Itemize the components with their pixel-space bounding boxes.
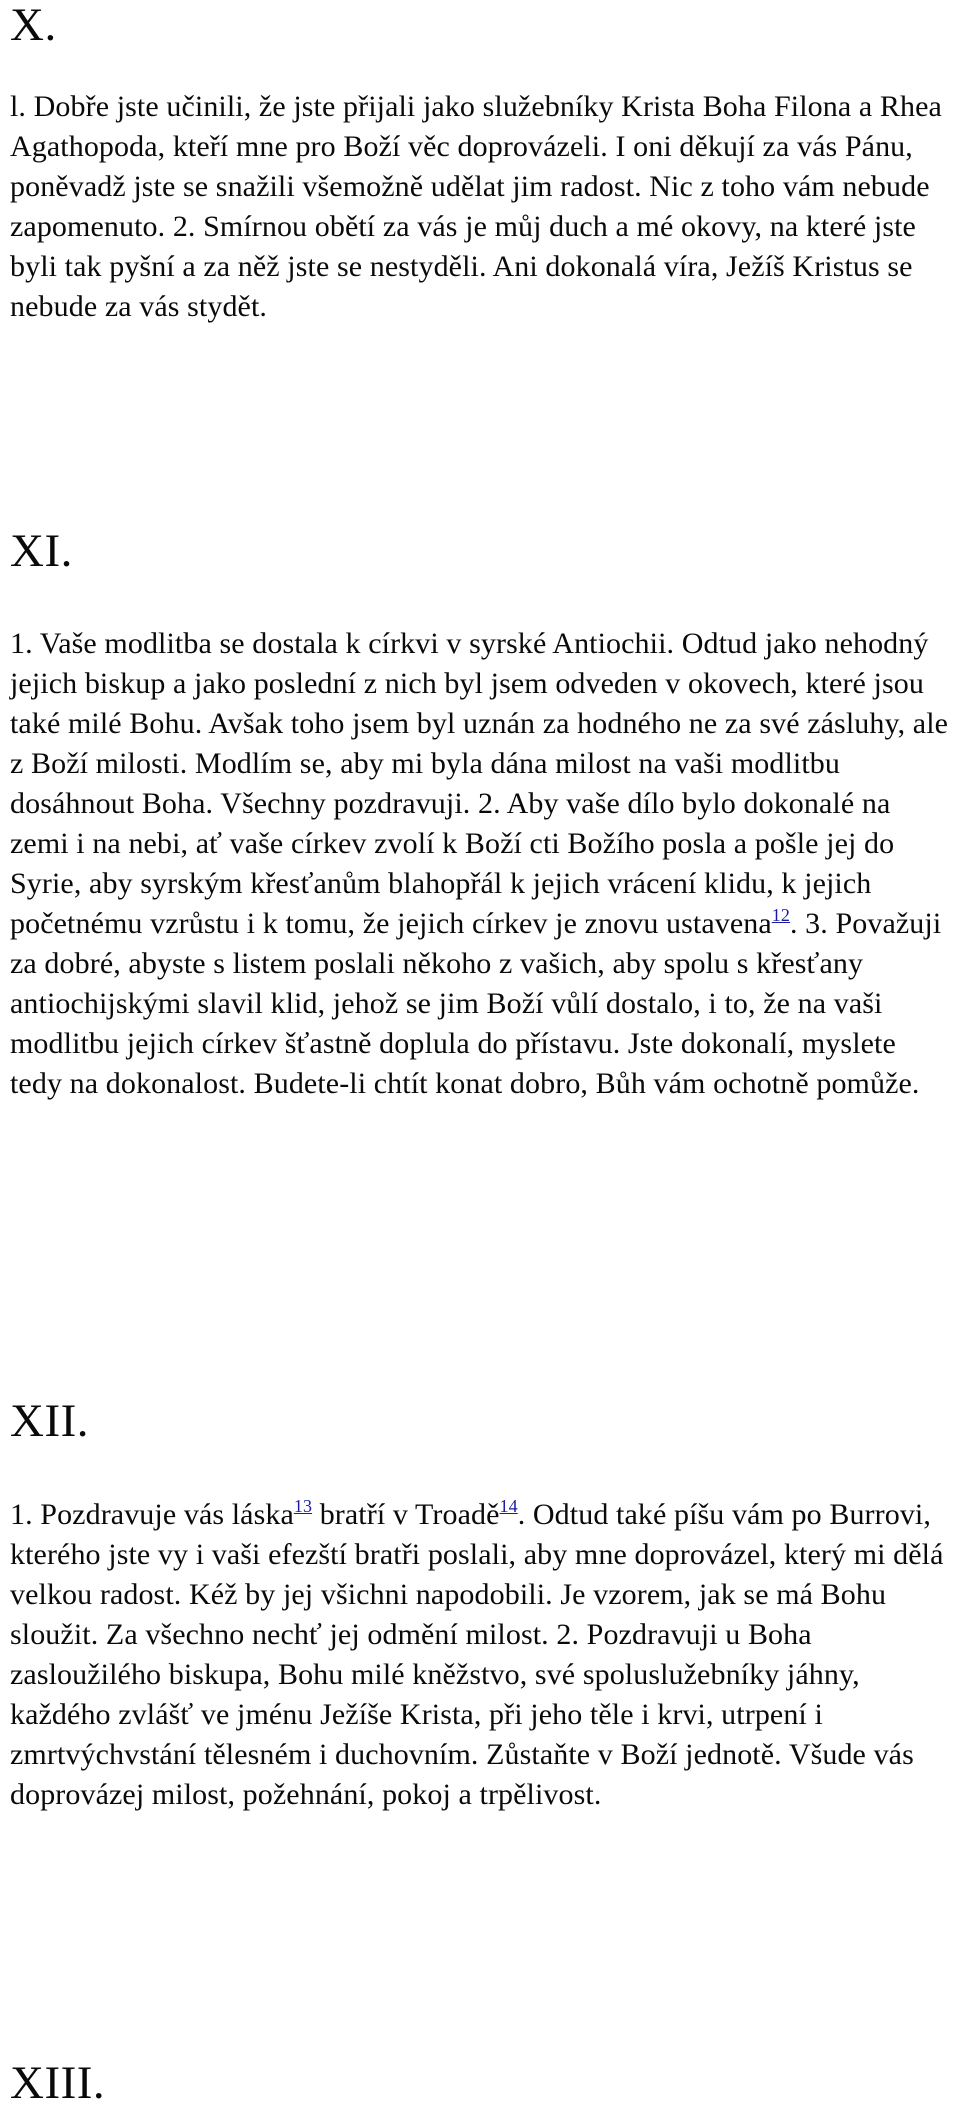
- chapter-heading-xiii: XIII.: [10, 2057, 106, 2109]
- footnote-link-12[interactable]: 12: [771, 905, 790, 925]
- chapter-heading-xii: XII.: [10, 1395, 89, 1447]
- paragraph-text: . Odtud také píšu vám po Burrovi, kterého jste vy i vaši efezští bratři poslali, aby mne doprovázel, který mi dělá velkou radost. Kéž by jej všichni napodobili. Je vzorem, jak se má Bohu sloužit. Za všechno nechť jej odmění milost. 2. Pozdravuji u Boha zasloužilého biskupa, Bohu milé kněžstvo, své spoluslužebníky jáhny, každého zvlášť ve jménu Ježíše Krista, při jeho těle i krvi, utrpení i zmrtvýchvstání tělesném i duchovním. Zůstaňte v Boží jednotě. Všude vás doprovázej milost, požehnání, pokoj a trpělivost.: [10, 1498, 944, 1811]
- chapter-heading-x: X.: [10, 0, 57, 51]
- paragraph-text: . 3. Považuji za dobré, abyste s listem poslali někoho z vašich, aby spolu s křesťany antiochijskými slavil klid, jehož se jim Boží vůlí dostalo, i to, že na vaši modlitbu jejich církev šťastně doplula do přístavu. Jste dokonalí, myslete tedy na dokonalost. Budete-li chtít konat dobro, Bůh vám ochotně pomůže.: [10, 907, 942, 1100]
- chapter-paragraph-xii: [10, 1495, 952, 1815]
- footnote-link-13[interactable]: 13: [293, 1496, 313, 1516]
- paragraph-text: 1. Pozdravuje vás láska: [10, 1498, 294, 1531]
- paragraph-text: 1. Vaše modlitba se dostala k církvi v syrské Antiochii. Odtud jako nehodný jejich biskup a jako poslední z nich byl jsem odveden v okovech, které jsou také milé Bohu. Avšak toho jsem byl uznán za hodného ne za své zásluhy, ale z Boží milosti. Modlím se, aby mi byla dána milost na vaši modlitbu dosáhnout Boha. Všechny pozdravuji. 2. Aby vaše dílo bylo dokonalé na zemi i na nebi, ať vaše církev zvolí k Boží cti Božího posla a pošle jej do Syrie, aby syrským křesťanům blahopřál k jejich vrácení klidu, k jejich početnému vzrůstu i k tomu, že jejich církev je znovu ustavena: [10, 627, 949, 940]
- chapter-paragraph-x: l. Dobře jste učinili, že jste přijali jako služebníky Krista Boha Filona a Rhea Agathopoda, kteří mne pro Boží věc doprovázeli. I oni děkují za vás Pánu, poněvadž jste se snažili všemožně udělat jim radost. Nic z toho vám nebude zapomenuto. 2. Smírnou obětí za vás je můj duch a mé okovy, na které jste byli tak pyšní a za něž jste se nestyděli. Ani dokonalá víra, Ježíš Kristus se nebude za vás stydět.: [10, 90, 942, 323]
- footnote-link-14[interactable]: 14: [499, 1496, 518, 1516]
- chapter-paragraph-xi: [10, 624, 952, 1104]
- paragraph-text: bratří v Troadě: [312, 1498, 500, 1531]
- chapter-heading-xi: XI.: [10, 525, 73, 577]
